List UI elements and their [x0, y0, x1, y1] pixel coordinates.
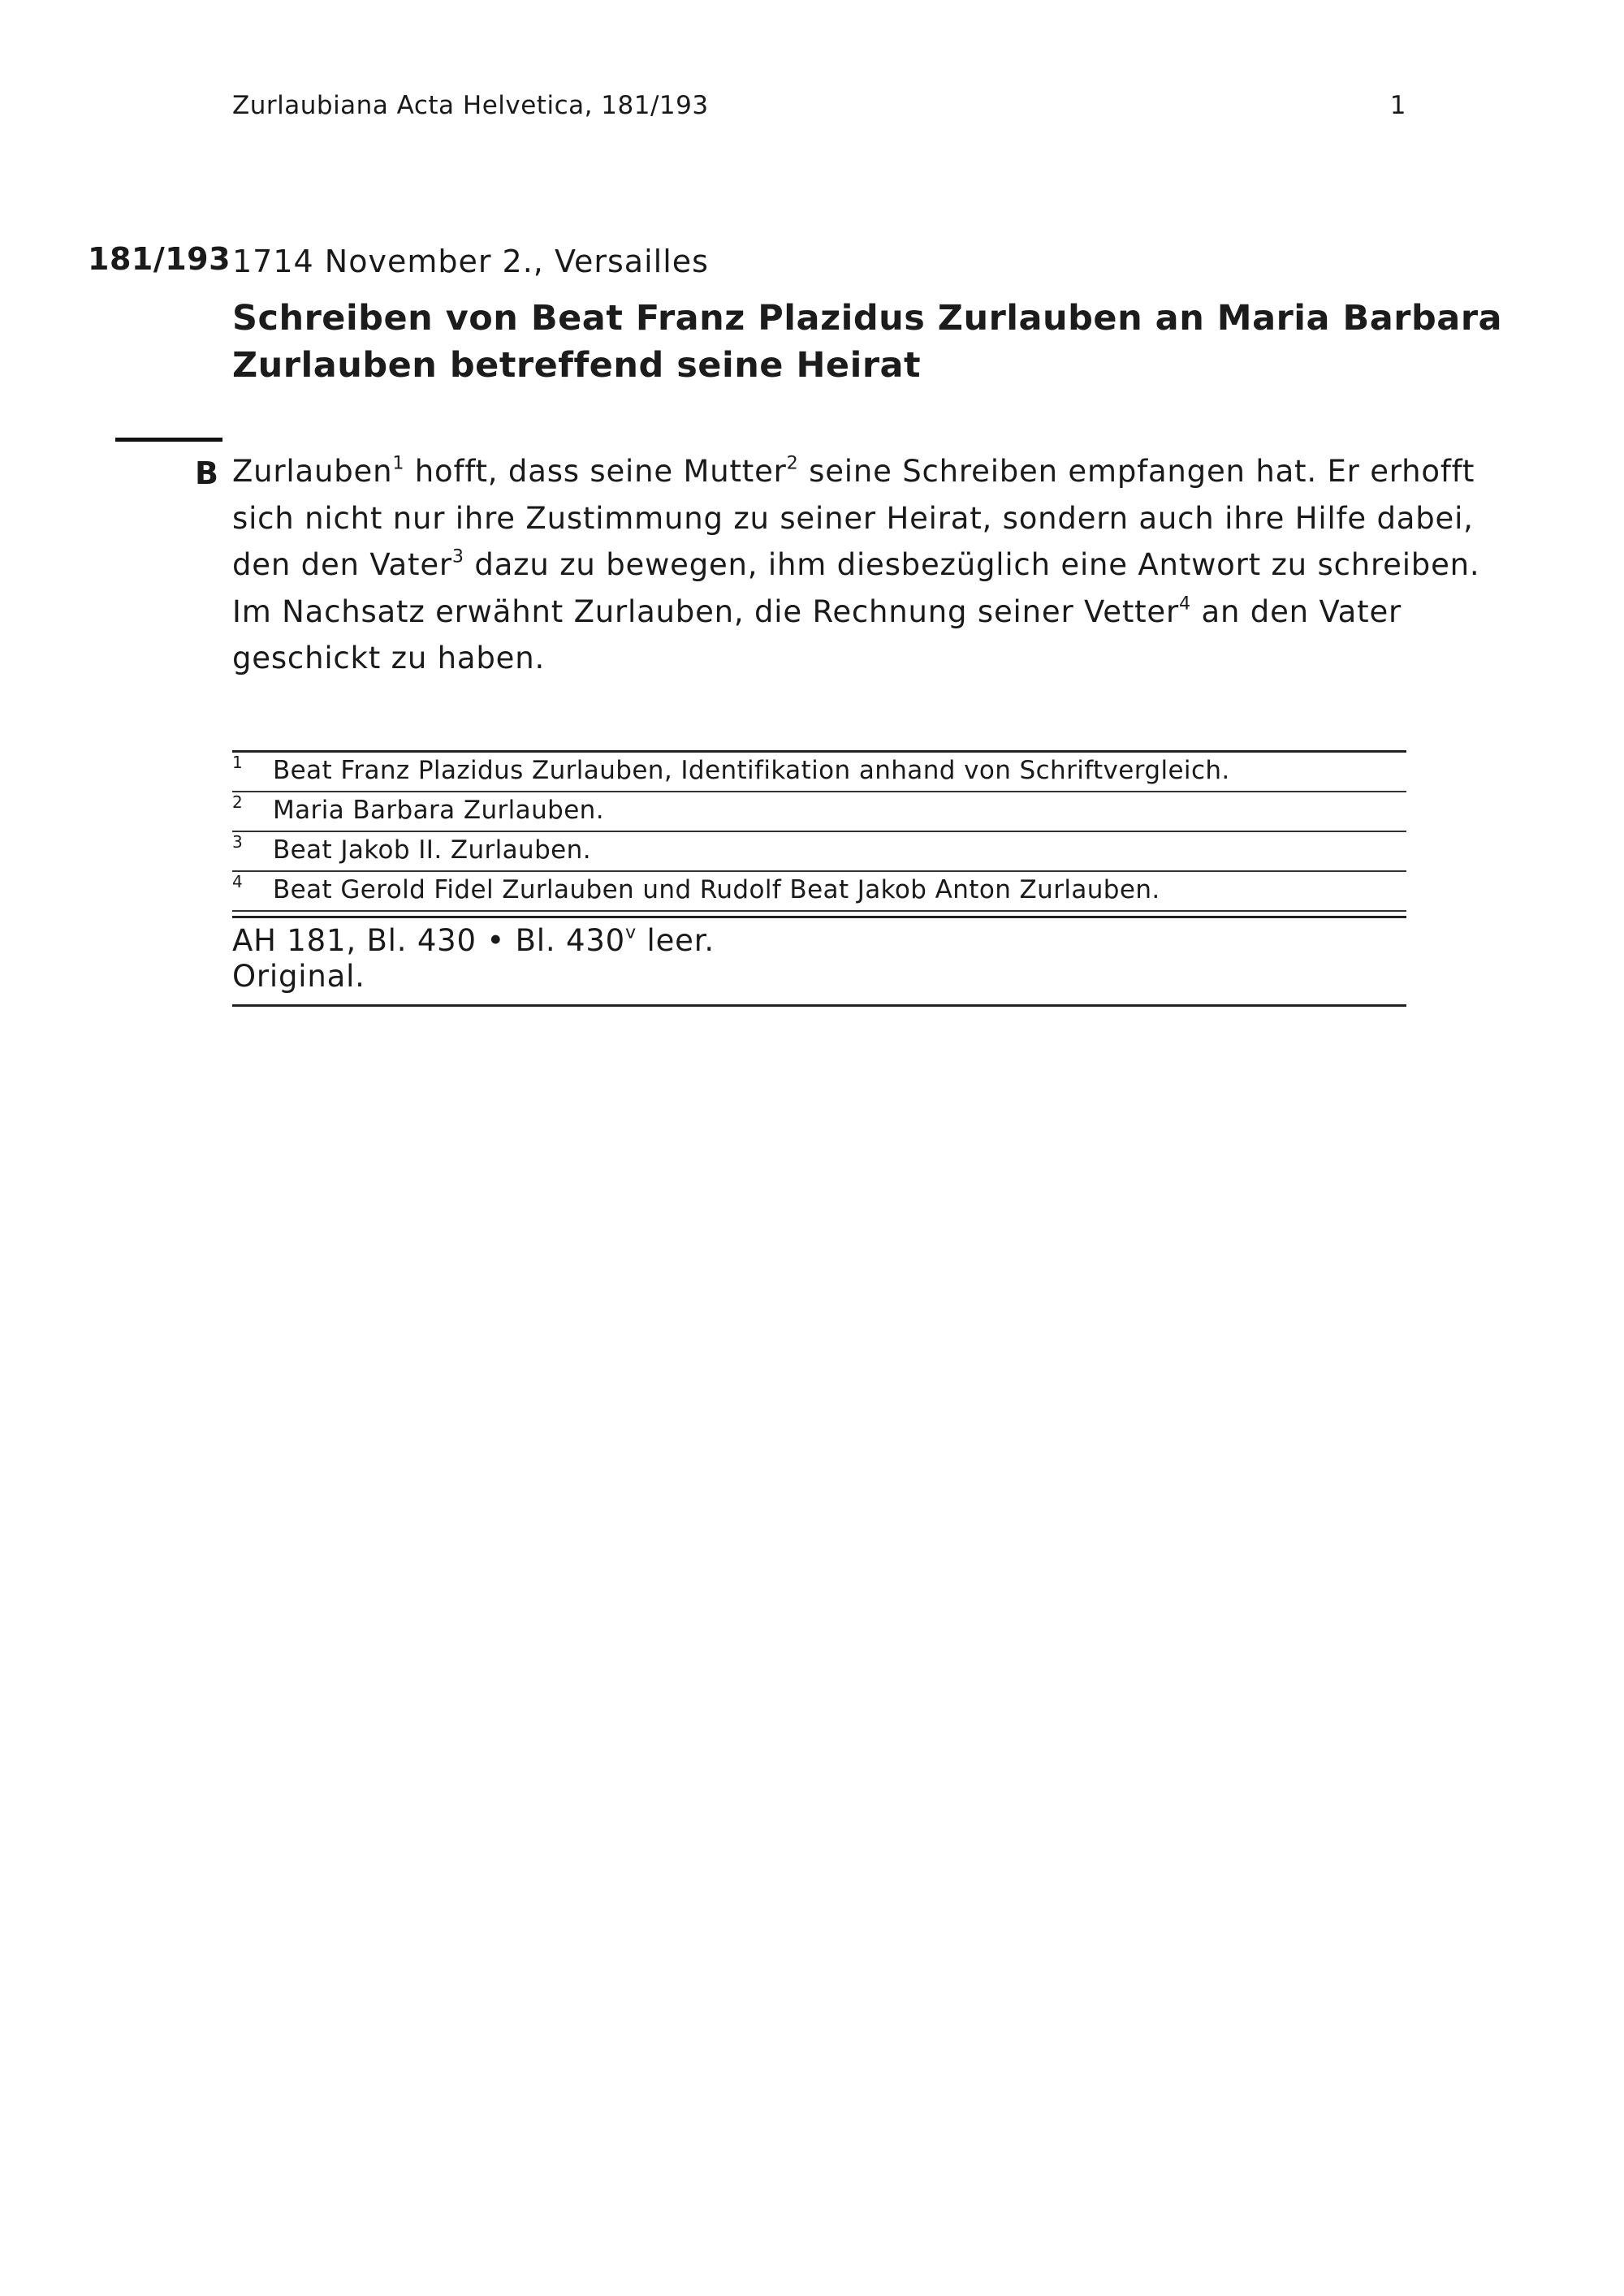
source-reference: [232, 923, 1406, 959]
source-type: Original.: [232, 959, 365, 994]
document-title-line: Zurlauben betreffend seine Heirat: [232, 345, 922, 386]
footnote-number: 2: [232, 792, 244, 812]
summary-text: an den Vater: [1190, 593, 1402, 629]
document-title: [232, 295, 1503, 389]
footnote-text: Beat Jakob II. Zurlauben.: [273, 835, 591, 865]
summary-line: [232, 448, 1475, 495]
footnote-text: Beat Gerold Fidel Zurlauben und Rudolf Beat Jakob Anton Zurlauben.: [273, 875, 1160, 904]
summary-line: [232, 542, 1480, 589]
document-title-line: Schreiben von Beat Franz Plazidus Zurlauben an Maria Barbara: [232, 298, 1503, 339]
page-header: [232, 91, 1406, 132]
footnote-number: 1: [232, 753, 244, 772]
summary-text: Im Nachsatz erwähnt Zurlauben, die Rechnung seiner Vetter: [232, 593, 1180, 629]
footnote-ref[interactable]: 4: [1179, 592, 1191, 614]
footnote-text: Maria Barbara Zurlauben.: [273, 796, 604, 825]
source-text: AH 181, Bl. 430 • Bl. 430: [232, 923, 625, 958]
document-id: 181/193: [88, 241, 231, 277]
footnote-number: 3: [232, 832, 244, 852]
summary-text: hofft, dass seine Mutter: [404, 454, 787, 489]
margin-rule: [115, 438, 222, 442]
footnote-text: Beat Franz Plazidus Zurlauben, Identifikation anhand von Schriftvergleich.: [273, 756, 1230, 785]
source-block: [232, 916, 1406, 1007]
document-date-place: 1714 November 2., Versailles: [232, 244, 709, 279]
summary-line: sich nicht nur ihre Zustimmung zu seiner Heirat, sondern auch ihre Hilfe dabei,: [232, 500, 1474, 536]
footnote-item: [232, 792, 1406, 832]
summary-line: [232, 589, 1418, 636]
verso-sup: v: [625, 921, 637, 943]
summary-text: den den Vater: [232, 547, 452, 582]
summary-text: seine Schreiben empfangen hat. Er erhofft: [798, 454, 1475, 489]
source-text: leer.: [636, 923, 715, 958]
footnote-item: [232, 753, 1406, 792]
footnote-number: 4: [232, 872, 244, 891]
summary-text: Zurlauben: [232, 454, 393, 489]
footnote-item: [232, 832, 1406, 872]
section-marker: B: [195, 455, 218, 491]
footnotes-list: [232, 750, 1406, 912]
summary-text: dazu zu bewegen, ihm diesbezüglich eine Antwort zu schreiben.: [464, 547, 1480, 582]
footnote-item: [232, 872, 1406, 912]
summary-line: geschickt zu haben.: [232, 641, 546, 675]
footnote-ref[interactable]: 2: [786, 452, 799, 474]
page-number: 1: [1389, 91, 1406, 120]
footnote-ref[interactable]: 3: [451, 546, 464, 568]
summary-paragraph: [232, 448, 1480, 682]
footnote-ref[interactable]: 1: [392, 452, 405, 474]
running-header-title: Zurlaubiana Acta Helvetica, 181/193: [232, 91, 709, 120]
